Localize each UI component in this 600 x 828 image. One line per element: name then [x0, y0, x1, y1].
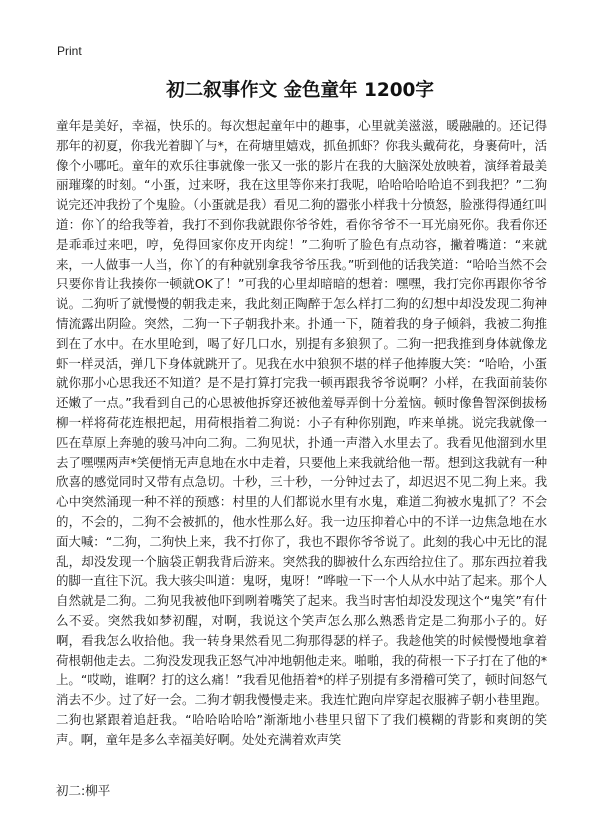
article-author: 初二:柳平 — [56, 783, 111, 798]
print-label[interactable]: Print — [57, 44, 82, 58]
article-title: 初二叙事作文 金色童年 1200字 — [166, 80, 434, 101]
article-body: 童年是美好，幸福，快乐的。每次想起童年中的趣事，心里就美滋滋，暖融融的。还记得那年的初夏，你我光着脚丫与*，在荷塘里嬉戏，抓鱼抓虾？你我头戴荷花，身裹荷叶，活像个小哪吒。童年的欢乐往事就像一张又一张的影片在我的大脑深处放映着，演绎着最美丽璀璨的时刻。“小蛋，过来呀，我在这里等你来打我呢，哈哈哈哈哈追不到我把？”二狗说完还冲我扮了个鬼脸。（小蛋就是我）看见二狗的嚣张小样我十分愤怒，脸涨得得通红叫道：你丫的给我等着，我打不到你我就跟你爷爷姓，看你爷爷不一耳光扇死你。我看你还是乖乖过来吧，哼，免得回家你皮开肉绽！”二狗听了脸色有点动容，撇着嘴道：“来就来，一人做事一人当，你丫的有种就别拿我爷爷压我。”听到他的话我笑道：“哈哈当然不会只要你肯让我揍你一顿就OK了！”可我的心里却暗暗的想着：嘿嘿，我打完你再跟你爷爷说。二狗听了就慢慢的朝我走来，我此刻正陶醉于怎么样打二狗的幻想中却没发现二狗神情流露出阴险。突然，二狗一下子朝我扑来。扑通一下，随着我的身子倾斜，我被二狗推到在了水中。在水里呛到，喝了好几口水，别提有多狼狈了。二狗一把我推到身体就像龙虾一样灵活，弹几下身体就跳开了。见我在水中狼狈不堪的样子他捧腹大笑：“哈哈，小蛋就你那小心思我还不知道？是不是打算打完我一顿再跟我爷爷说啊？小样，在我面前装你还嫩了一点。”我看到自己的心思被他拆穿还被他羞辱弄倒十分羞恼。顿时像鲁智深倒拔杨柳一样将荷花连根把起，用荷根指着二狗说：小子有种你别跑，咋来单挑。说完我就像一匹在草原上奔驰的骏马冲向二狗。二狗见状，扑通一声潜入水里去了。我看见他溜到水里去了嘿嘿两声*笑便悄无声息地在水中走着，只要他上来我就给他一帮。想到这我就有一种欣喜的感觉同时又带有点急切。十秒，三十秒，一分钟过去了，却迟迟不见二狗上来。我心中突然涌现一种不祥的预感：村里的人们都说水里有水鬼，难道二狗被水鬼抓了？不会的，不会的，二狗不会被抓的，他水性那么好。我一边压抑着心中的不详一边焦急地在水面大喊：“二狗，二狗快上来，我不打你了，我也不跟你爷爷说了。此刻的我心中无比的混乱，却没发现一个脑袋正朝我背后游来。突然我的脚被什么东西给拉住了。那东西拉着我的脚一直往下沉。我大骇尖叫道：鬼呀，鬼呀！”哗啦一下一个人从水中站了起来。那个人自然就是二狗。二狗见我被他吓到咧着嘴笑了起来。我当时害怕却没发现这个“鬼笑”有什么不妥。突然我如梦初醒，对啊，我说这个笑声怎么那么熟悉肯定是二狗那小子的。好啊，看我怎么收拾他。我一转身果然看见二狗那得瑟的样子。我趁他笑的时候慢慢地拿着荷根朝他走去。二狗没发现我正怒气冲冲地朝他走来。啪啪，我的荷根一下子打在了他的*上。“哎呦，谁啊？打的这么痛！”我看见他捂着*的样子别提有多滑稽可笑了，顿时间怒气消去不少。过了好一会。二狗才朝我慢慢走来。我连忙跑向岸穿起衣服裤子朝小巷里跑。二狗也紧跟着追赶我。“哈哈哈哈哈”渐渐地小巷里只留下了我们模糊的背影和爽朗的笑声。啊，童年是多么幸福美好啊。处处充满着欢声笑 — [56, 118, 547, 747]
